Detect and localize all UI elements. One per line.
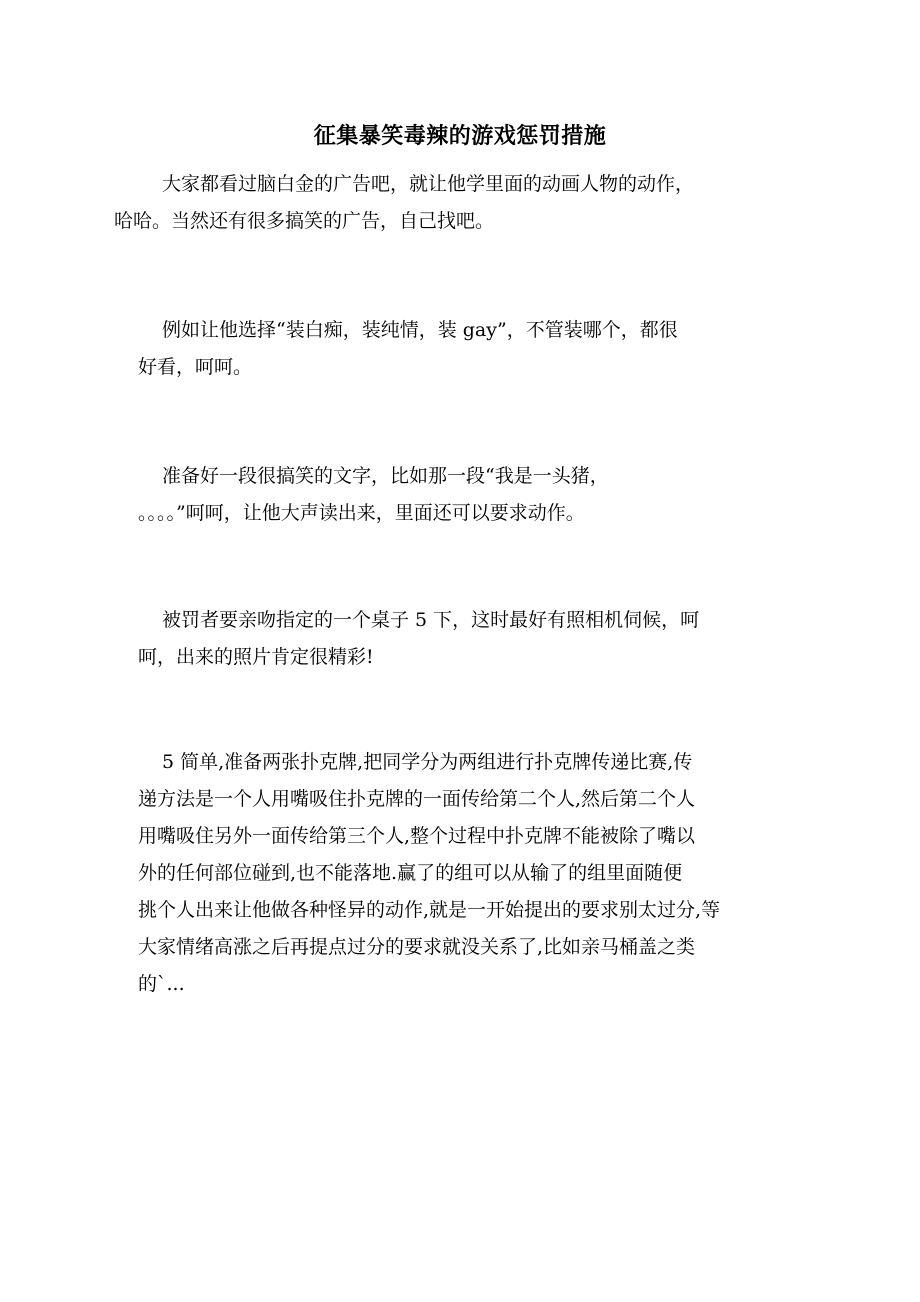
paragraph-1 [114, 166, 818, 240]
paragraph-1-line-1: 大家都看过脑白金的广告吧，就让他学里面的动画人物的动作， [162, 173, 695, 195]
paragraph-4-line-1: 被罚者要亲吻指定的一个桌子 5 下，这时最好有照相机伺候，呵 [162, 609, 700, 631]
paragraph-2 [138, 312, 818, 386]
paragraph-5-line-3: 用嘴吸住另外一面传给第三个人,整个过程中扑克牌不能被除了嘴以 [138, 825, 696, 847]
paragraph-5-line-7: 的`... [138, 973, 185, 995]
paragraph-4-line-2: 呵，出来的照片肯定很精彩! [138, 646, 374, 668]
paragraph-1-line-2: 哈哈。当然还有很多搞笑的广告，自己找吧。 [114, 210, 495, 232]
paragraph-5-line-4: 外的任何部位碰到,也不能落地.赢了的组可以从输了的组里面随便 [138, 862, 683, 884]
document-title: 征集暴笑毒辣的游戏惩罚措施 [313, 123, 607, 149]
paragraph-3-line-2: 。。。。”呵呵，让他大声读出来，里面还可以要求动作。 [138, 502, 585, 524]
paragraph-2-line-1: 例如让他选择“装白痴，装纯情，装 gay”，不管装哪个，都很 [162, 319, 678, 341]
paragraph-3 [138, 458, 818, 532]
paragraph-5-line-5: 挑个人出来让他做各种怪异的动作,就是一开始提出的要求别太过分,等 [138, 899, 721, 921]
paragraph-5 [138, 744, 818, 1003]
paragraph-5-line-2: 递方法是一个人用嘴吸住扑克牌的一面传给第二个人,然后第二个人 [138, 788, 696, 810]
paragraph-2-line-2: 好看，呵呵。 [138, 356, 253, 378]
paragraph-5-line-1: 5 简单,准备两张扑克牌,把同学分为两组进行扑克牌传递比赛,传 [162, 751, 693, 773]
paragraph-5-line-6: 大家情绪高涨之后再提点过分的要求就没关系了,比如亲马桶盖之类 [138, 936, 696, 958]
paragraph-4 [138, 602, 818, 676]
paragraph-3-line-1: 准备好一段很搞笑的文字，比如那一段“我是一头猪， [162, 465, 609, 487]
